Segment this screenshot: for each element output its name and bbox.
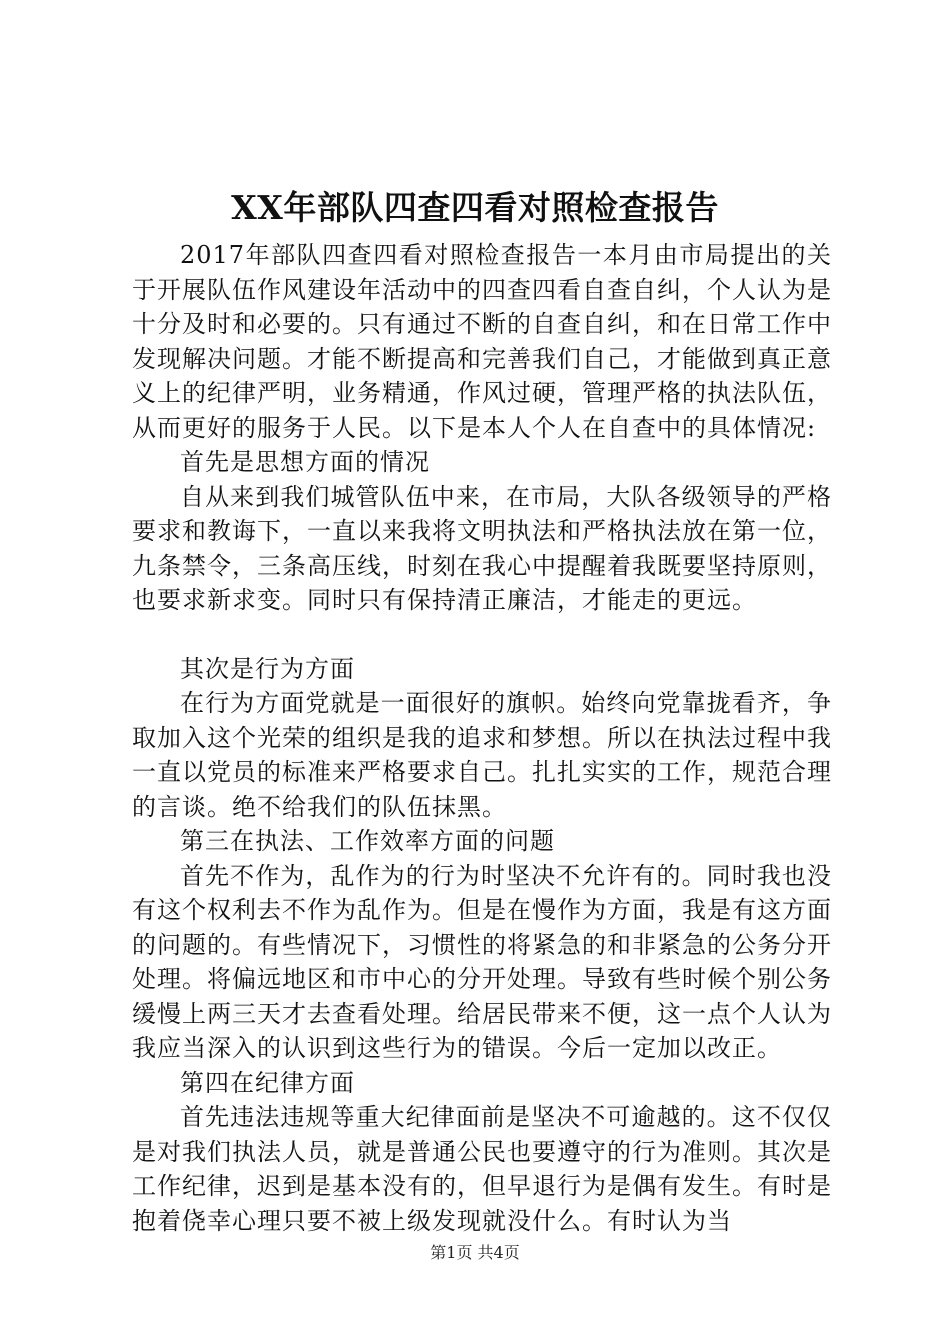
section-heading-behavior: 其次是行为方面: [180, 654, 355, 683]
section-heading-discipline: 第四在纪律方面: [180, 1068, 355, 1097]
document-title: XX年部队四查四看对照检查报告: [231, 188, 719, 227]
paragraph-behavior: 在行为方面党就是一面很好的旗帜。始终向党靠拢看齐，争取加入这个光荣的组织是我的追求和梦想。所以在执法过程中我一直以党员的标准来严格要求自己。扎扎实实的工作，规范合理的言谈。绝不给我们的队伍抹黑。: [132, 689, 832, 821]
paragraph-intro: 2017年部队四查四看对照检查报告一本月由市局提出的关于开展队伍作风建设年活动中的四查四看自查自纠，个人认为是十分及时和必要的。只有通过不断的自查自纠，和在日常工作中发现解决问题。才能不断提高和完善我们自己，才能做到真正意义上的纪律严明，业务精通，作风过硬，管理严格的执法队伍，从而更好的服务于人民。以下是本人个人在自查中的具体情况:: [132, 241, 832, 442]
document-body: [132, 238, 832, 1238]
paragraph-efficiency: 首先不作为，乱作为的行为时坚决不允许有的。同时我也没有这个权利去不作为乱作为。但是在慢作为方面，我是有这方面的问题的。有些情况下，习惯性的将紧急的和非紧急的公务分开处理。将偏远地区和市中心的分开处理。导致有些时候个别公务缓慢上两三天才去查看处理。给居民带来不便，这一点个人认为我应当深入的认识到这些行为的错误。今后一定加以改正。: [132, 861, 832, 1062]
paragraph-discipline: 首先违法违规等重大纪律面前是坚决不可逾越的。这不仅仅是对我们执法人员，就是普通公民也要遵守的行为准则。其次是工作纪律，迟到是基本没有的，但早退行为是偶有发生。有时是抱着侥幸心理只要不被上级发现就没什么。有时认为当: [132, 1103, 832, 1235]
paragraph-thought: 自从来到我们城管队伍中来，在市局，大队各级领导的严格要求和教诲下，一直以来我将文明执法和严格执法放在第一位，九条禁令，三条高压线，时刻在我心中提醒着我既要坚持原则，也要求新求变。同时只有保持清正廉洁，才能走的更远。: [132, 482, 832, 614]
section-heading-efficiency: 第三在执法、工作效率方面的问题: [180, 827, 555, 855]
page-number-footer: 第1页 共4页: [430, 1243, 520, 1262]
section-heading-thought: 首先是思想方面的情况: [180, 448, 430, 476]
